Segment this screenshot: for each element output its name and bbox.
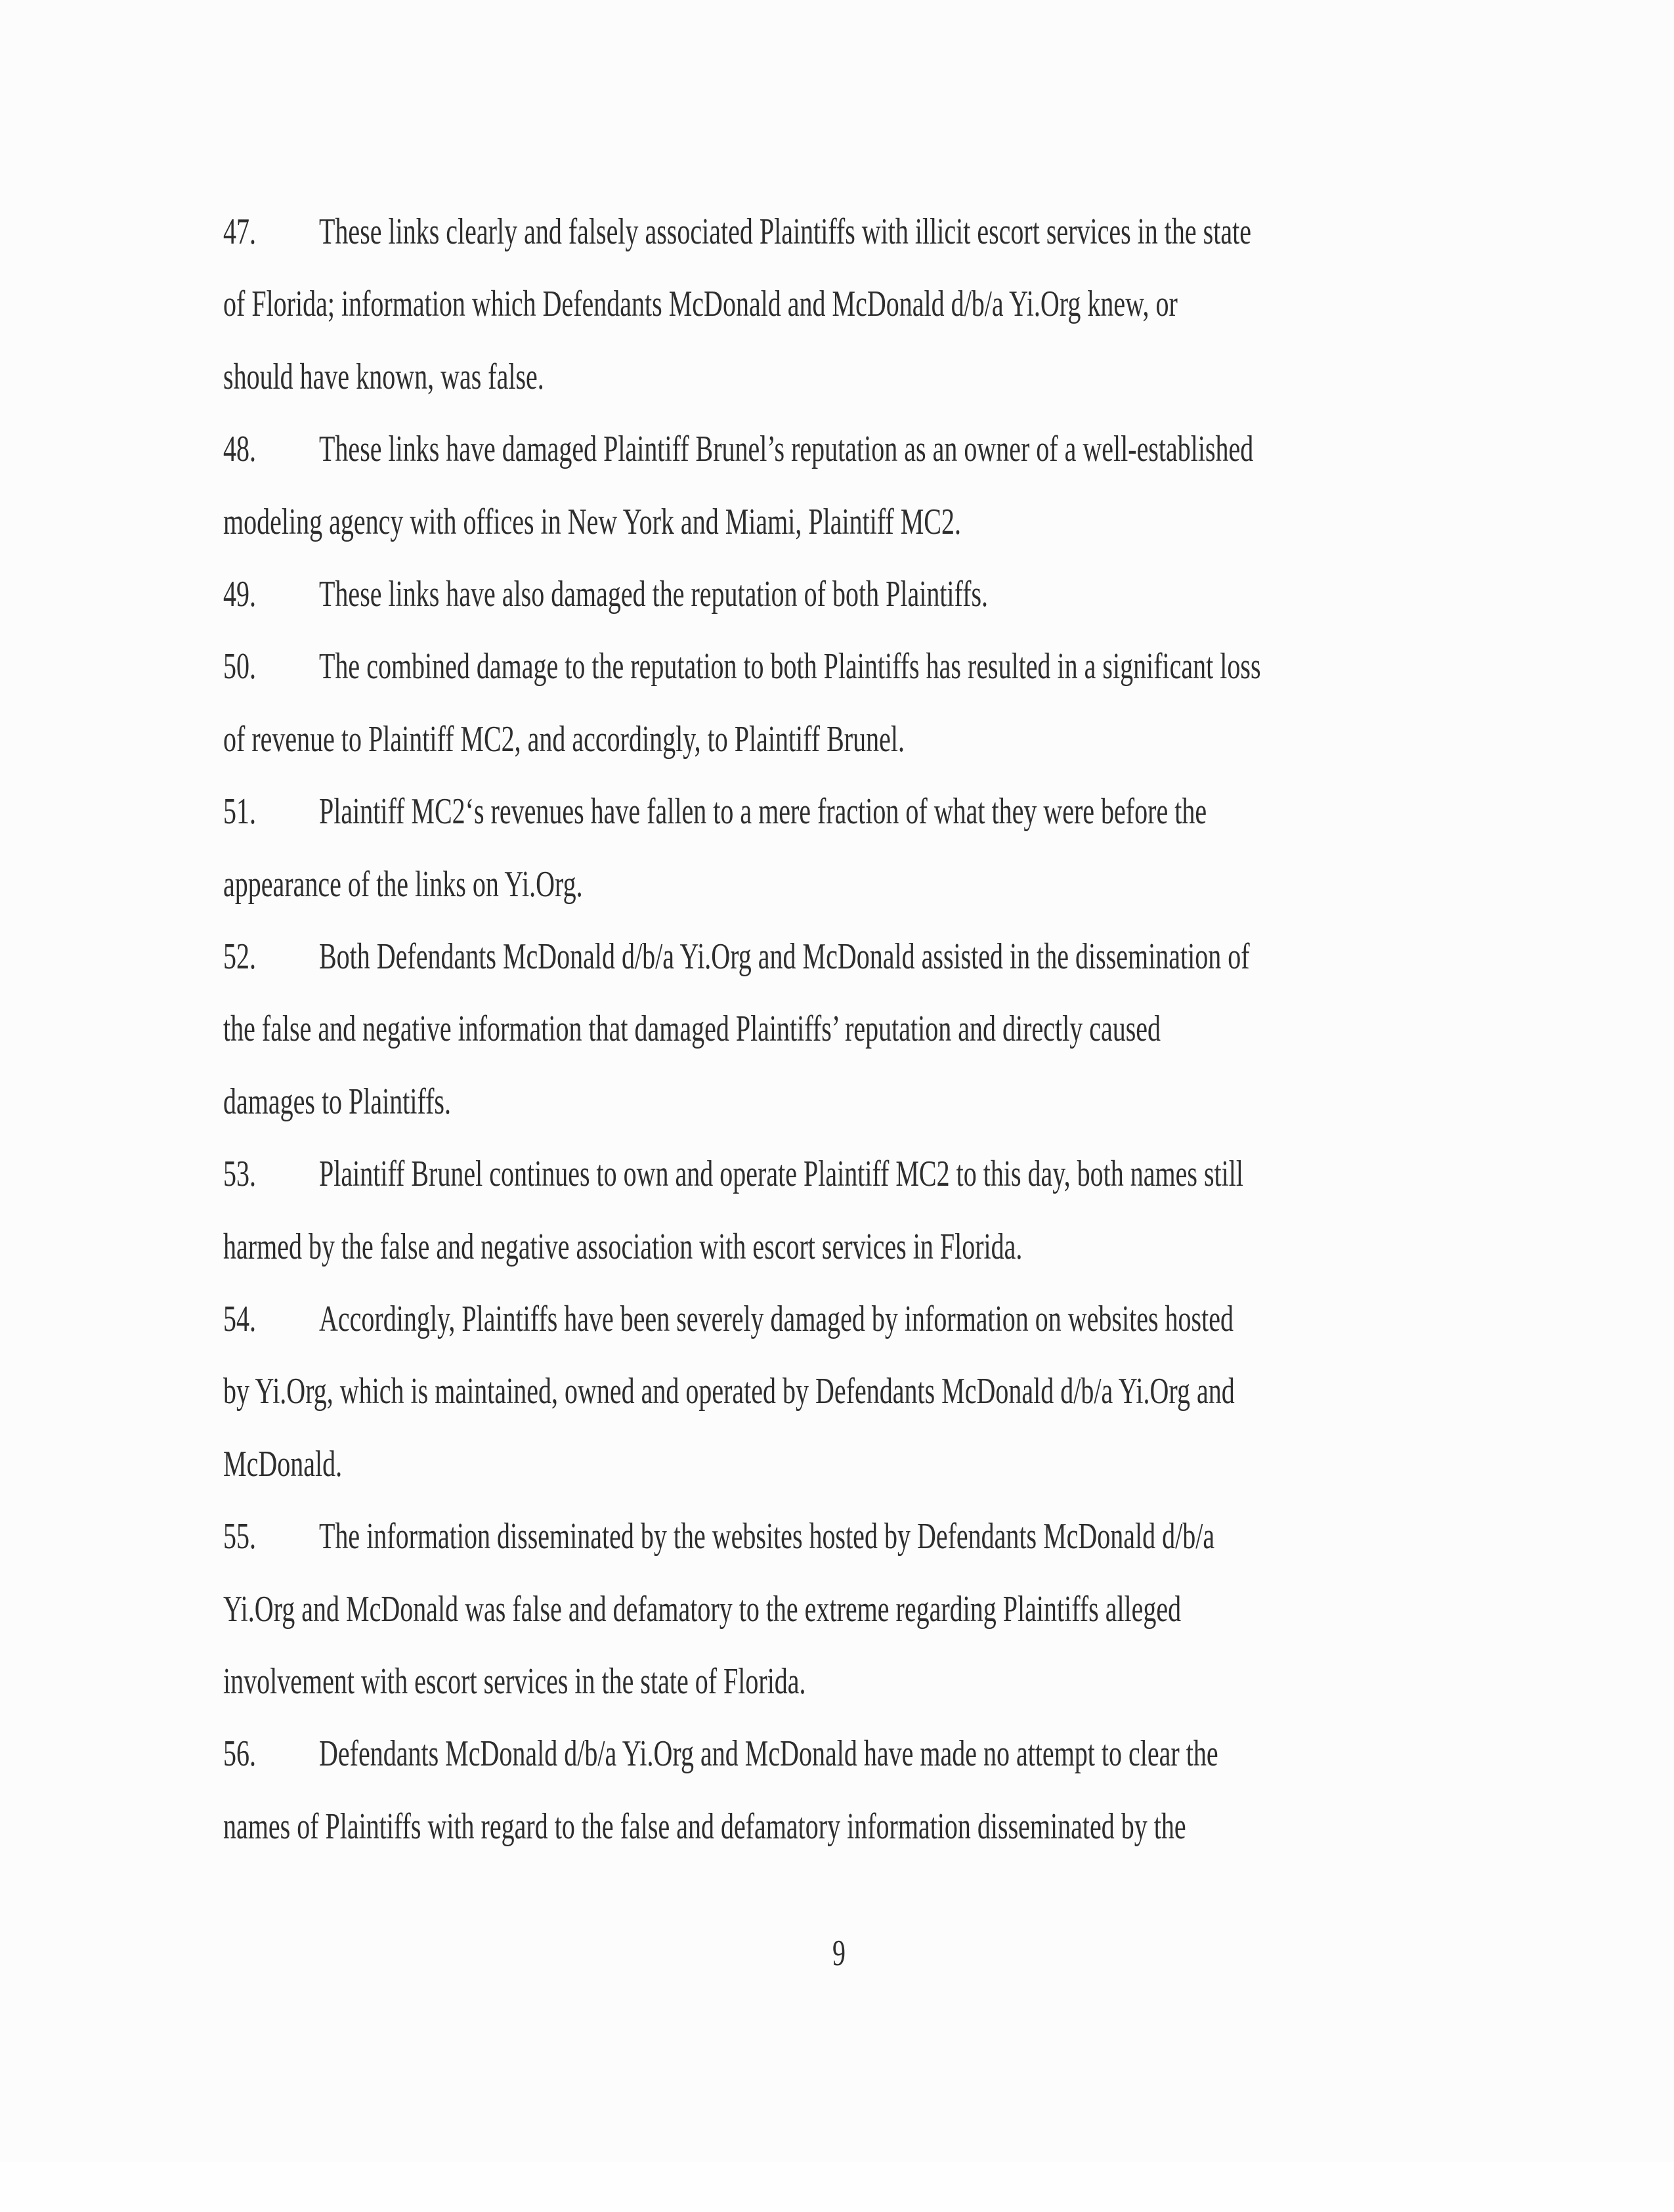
scan-bottom-edge	[0, 2162, 1674, 2212]
page-number: 9	[832, 1932, 846, 1974]
paragraph-number: 55.	[223, 1515, 256, 1557]
paragraph-number: 50.	[223, 645, 256, 687]
line-text: names of Plaintiffs with regard to the false and defamatory information disseminated by the	[223, 1805, 1186, 1847]
line-text: of revenue to Plaintiff MC2, and accordingly, to Plaintiff Brunel.	[223, 718, 905, 760]
line-text: damages to Plaintiffs.	[223, 1080, 451, 1122]
paragraph-number: 54.	[223, 1297, 256, 1339]
paragraph-line	[223, 863, 583, 905]
paragraph-line	[223, 1225, 1023, 1267]
paragraph-line	[223, 1588, 1182, 1630]
paragraph-line	[223, 573, 989, 615]
line-text: Yi.Org and McDonald was false and defamatory to the extreme regarding Plaintiffs alleged	[223, 1588, 1182, 1630]
paragraph-number: 52.	[223, 935, 256, 977]
line-text: McDonald.	[223, 1442, 343, 1485]
paragraph-line	[223, 1297, 1234, 1339]
paragraph-line	[223, 645, 1261, 687]
paragraph-line	[223, 1442, 343, 1485]
paragraph-number: 56.	[223, 1732, 256, 1774]
paragraph-line	[223, 427, 1254, 469]
paragraph-number: 51.	[223, 790, 256, 832]
paragraph-line	[223, 1660, 806, 1702]
paragraph-number: 53.	[223, 1152, 256, 1194]
line-text: should have known, was false.	[223, 355, 544, 397]
line-text: Plaintiff Brunel continues to own and operate Plaintiff MC2 to this day, both names still	[319, 1152, 1243, 1194]
paragraph-number: 47.	[223, 210, 256, 252]
line-text: The information disseminated by the websites hosted by Defendants McDonald d/b/a	[319, 1515, 1215, 1557]
paragraph-line	[223, 1007, 1161, 1049]
line-text: The combined damage to the reputation to both Plaintiffs has resulted in a significant loss	[319, 645, 1261, 687]
paragraph-line	[223, 1370, 1235, 1412]
paragraph-line	[223, 210, 1251, 252]
line-text: modeling agency with offices in New York and Miami, Plaintiff MC2.	[223, 500, 961, 542]
line-text: These links have damaged Plaintiff Brunel’s reputation as an owner of a well-established	[319, 427, 1254, 469]
line-text: involvement with escort services in the state of Florida.	[223, 1660, 806, 1702]
line-text: Accordingly, Plaintiffs have been severely damaged by information on websites hosted	[319, 1297, 1234, 1339]
paragraph-number: 48.	[223, 427, 256, 469]
line-text: the false and negative information that damaged Plaintiffs’ reputation and directly caused	[223, 1007, 1161, 1049]
paragraph-line	[223, 1805, 1186, 1847]
paragraph-line	[223, 935, 1250, 977]
paragraph-line	[223, 500, 961, 542]
line-text: Plaintiff MC2‘s revenues have fallen to a mere fraction of what they were before the	[319, 790, 1207, 832]
line-text: harmed by the false and negative association with escort services in Florida.	[223, 1225, 1023, 1267]
line-text: of Florida; information which Defendants McDonald and McDonald d/b/a Yi.Org knew, or	[223, 282, 1178, 324]
paragraph-line	[223, 718, 905, 760]
line-text: Defendants McDonald d/b/a Yi.Org and McDonald have made no attempt to clear the	[319, 1732, 1218, 1774]
paragraph-line	[223, 1080, 451, 1122]
paragraph-line	[223, 790, 1207, 832]
paragraph-line	[223, 1515, 1215, 1557]
paragraph-line	[223, 355, 544, 397]
paragraph-number: 49.	[223, 573, 256, 615]
paragraph-line	[223, 1152, 1243, 1194]
line-text: Both Defendants McDonald d/b/a Yi.Org and McDonald assisted in the dissemination of	[319, 935, 1250, 977]
paragraph-line	[223, 282, 1178, 324]
paragraph-line	[223, 1732, 1218, 1774]
line-text: by Yi.Org, which is maintained, owned and operated by Defendants McDonald d/b/a Yi.Org and	[223, 1370, 1235, 1412]
line-text: These links clearly and falsely associated Plaintiffs with illicit escort services in the state	[319, 210, 1251, 252]
line-text: appearance of the links on Yi.Org.	[223, 863, 583, 905]
line-text: These links have also damaged the reputation of both Plaintiffs.	[319, 573, 989, 615]
